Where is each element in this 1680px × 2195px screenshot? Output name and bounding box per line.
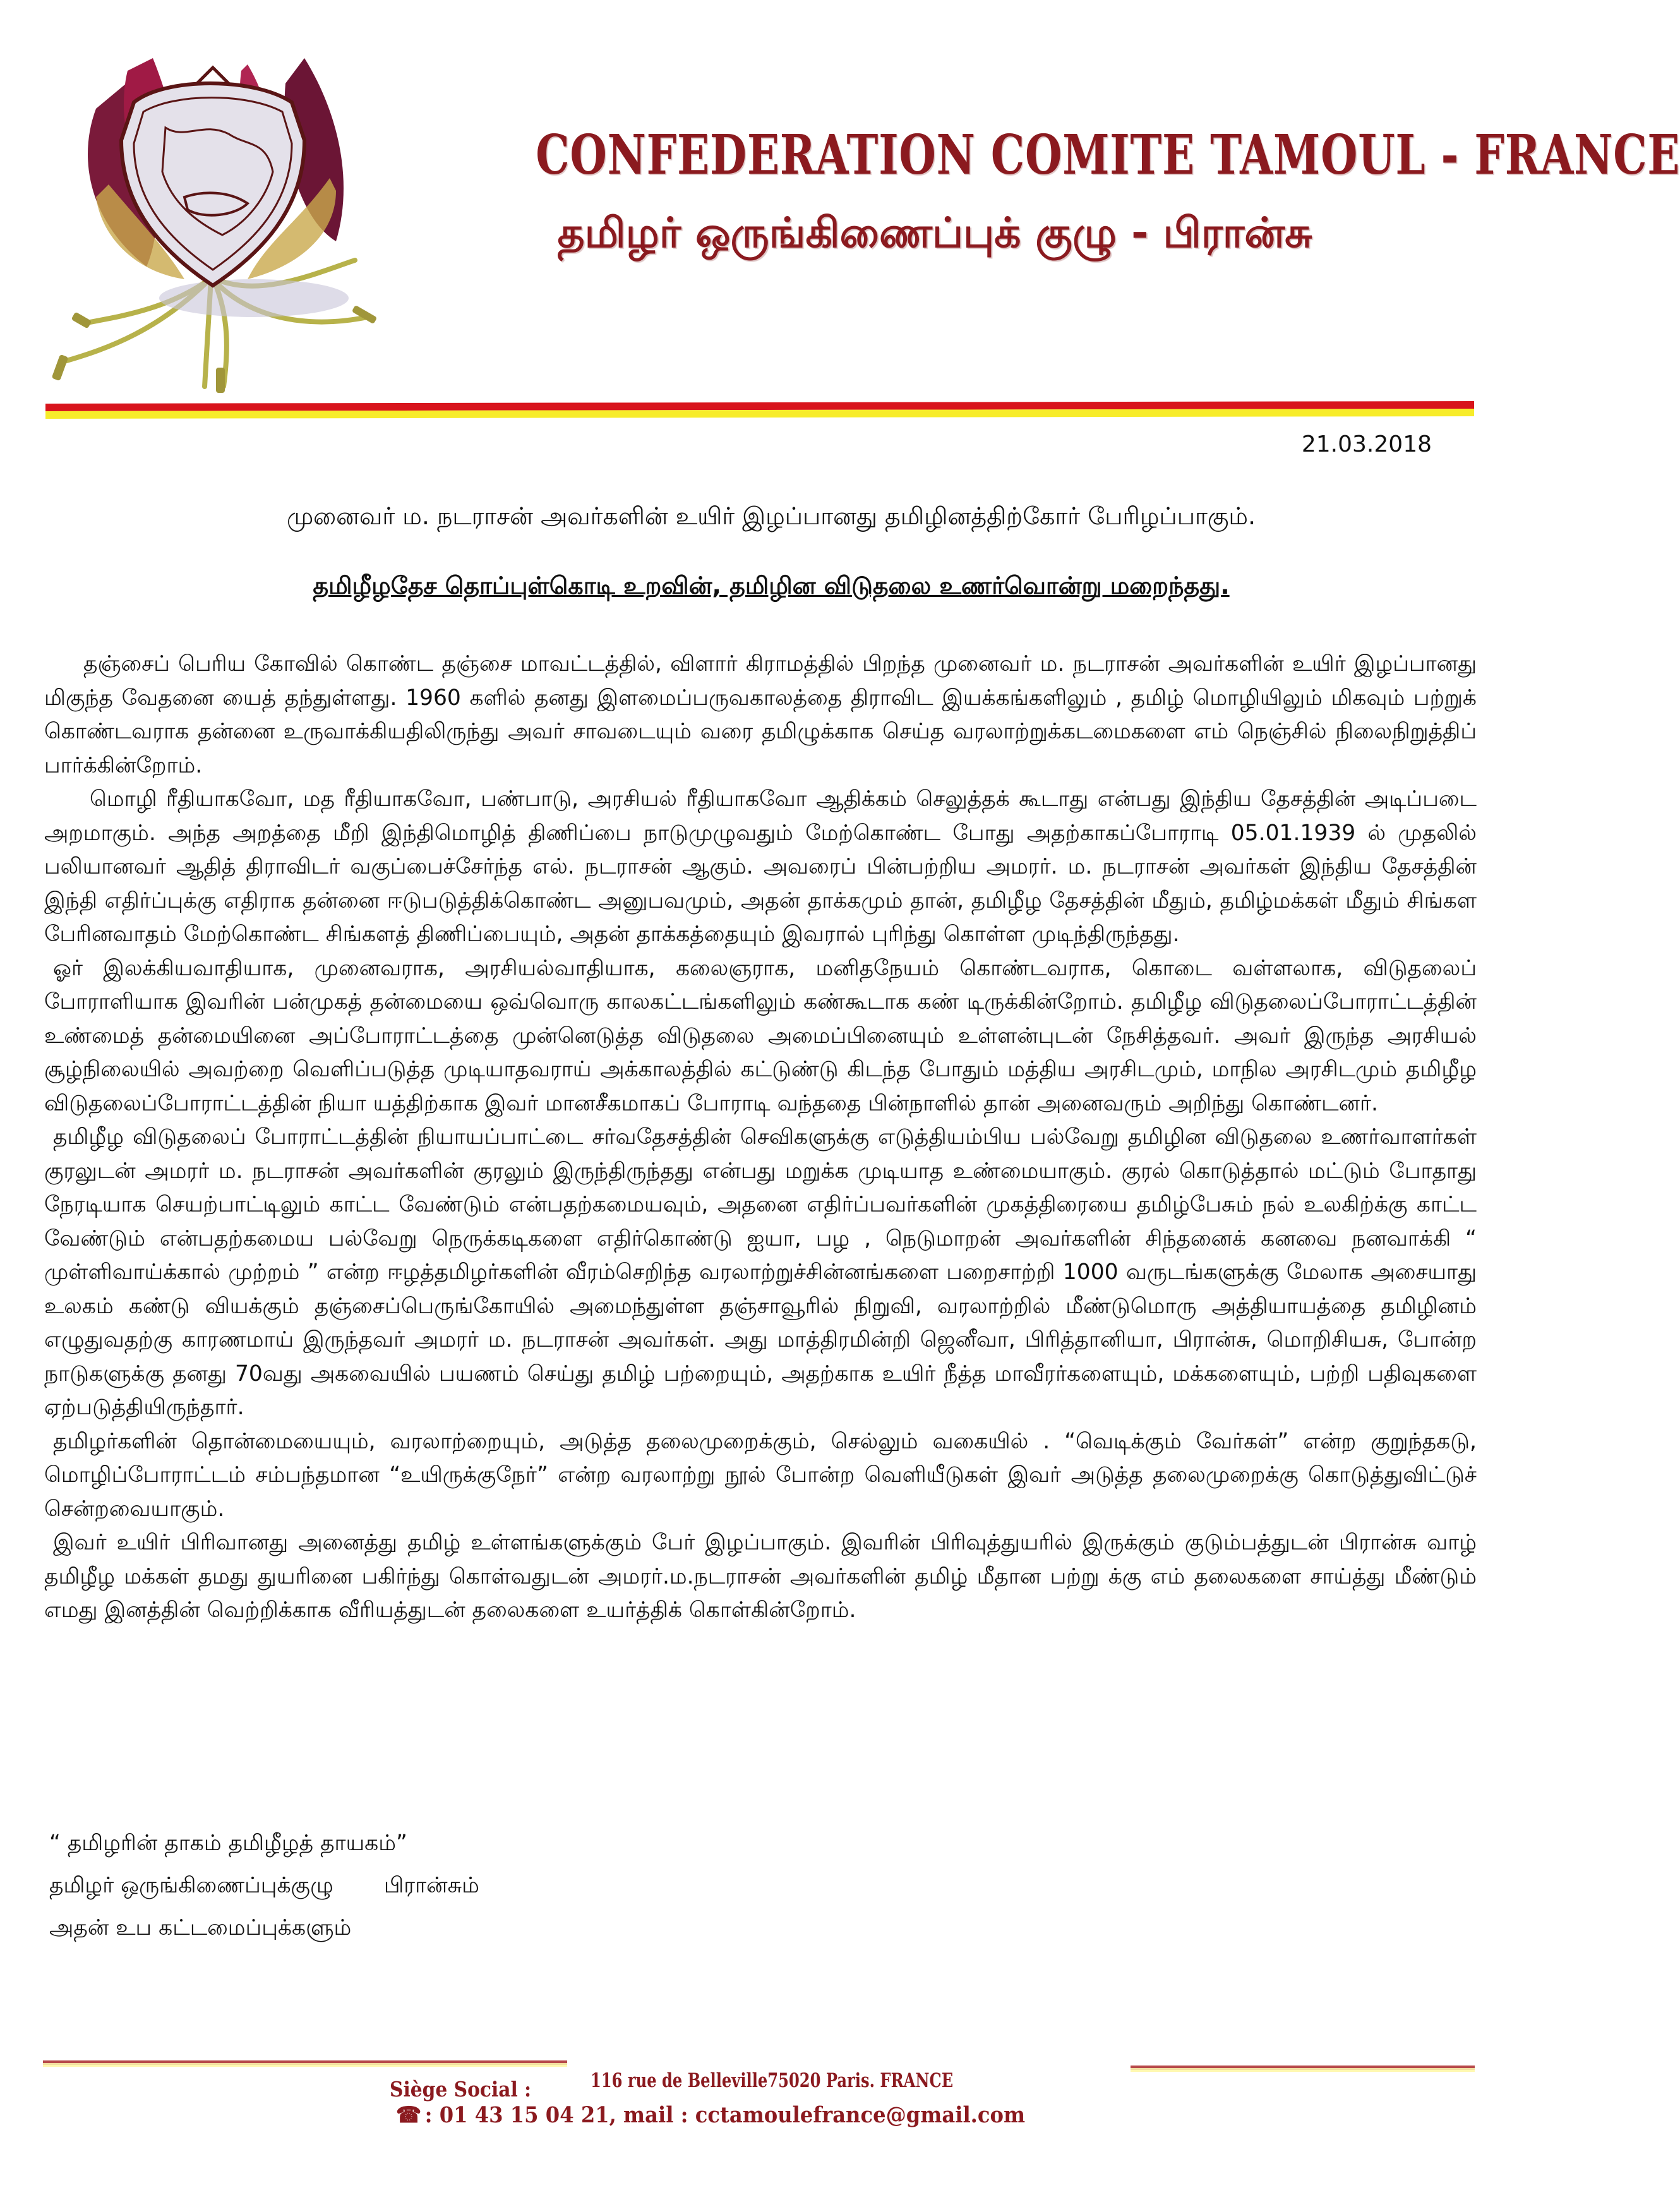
signature-line — [49, 1865, 479, 1907]
flower-emblem-icon — [39, 33, 393, 399]
document-date: 21.03.2018 — [1301, 431, 1432, 457]
org-name-french: CONFEDERATION COMITE TAMOUL - FRANCE — [536, 123, 1680, 187]
body-paragraph: மொழி ரீதியாகவோ, மத ரீதியாகவோ, பண்பாடு, அரசியல் ரீதியாகவோ ஆதிக்கம் செலுத்தக் கூடாது என்பது இந்திய தேசத்தின் அடிப்படை அறமாகும். அந்த அறத்தை மீறி இந்திமொழித் திணிப்பை நாடுமுழுவதும் மேற்கொண்ட போது அதற்காகப்போராடி 05.01.1939 ல் முதலில் பலியானவர் ஆதித் திராவிடர் வகுப்பைச்சேர்ந்த எல். நடராசன் ஆகும். அவரைப் பின்பற்றிய அமரர். ம. நடராசன் அவர்கள் இந்திய தேசத்தின் இந்தி எதிர்ப்புக்கு எதிராக தன்னை ஈடுபடுத்திக்கொண்ட அனுபவமும், அதன் தாக்கமும் தான், தமிழீழ தேசத்தின் மீதும், தமிழ்மக்கள் மீதும் சிங்கள பேரினவாதம் மேற்கொண்ட சிங்களத் திணிப்பையும், அதன் தாக்கத்தையும் இவரால் புரிந்து கொள்ள முடிந்திருந்தது. — [44, 786, 1477, 947]
footer-contact-text: : 01 43 15 04 21, mail : cctamoulefrance@gmail.com — [424, 2102, 1026, 2128]
body-paragraph: தமிழீழ விடுதலைப் போராட்டத்தின் நியாயப்பாட்டை சர்வதேசத்தின் செவிகளுக்கு எடுத்தியம்பிய பல்வேறு தமிழின விடுதலை உணர்வாளர்கள் குரலுடன் அமரர் ம. நடராசன் அவர்களின் குரலும் இருந்திருந்தது என்பது மறுக்க முடியாத உண்மையாகும். குரல் கொடுத்தால் மட்டும் போதாது நேரடியாக செயற்பாட்டிலும் காட்ட வேண்டும் என்பதற்கமையவும், அதனை எதிர்ப்பவர்களின் முகத்திரையை தமிழ்பேசும் நல் உலகிற்க்கு காட்ட வேண்டும் என்பதற்கமைய பல்வேறு நெருக்கடிகளை எதிர்கொண்டு ஐயா, பழ , நெடுமாறன் அவர்களின் சிந்தனைக் கனவை நனவாக்கி “ முள்ளிவாய்க்கால் முற்றம் ” என்ற ஈழத்தமிழர்களின் வீரம்செறிந்த வரலாற்றுச்சின்னங்களை பறைசாற்றி 1000 வருடங்களுக்கு மேலாக அசையாது உலகம் கண்டு வியக்கும் தஞ்சைப்பெருங்கோயில் அமைந்துள்ள தஞ்சாவூரில் நிறுவி, வரலாற்றில் மீண்டுமொரு அத்தியாயத்தை தமிழினம் எழுதுவதற்கு காரணமாய் இருந்தவர் அமரர் ம. நடராசன் அவர்கள். அது மாத்திரமின்றி ஜெனீவா, பிரித்தானியா, பிரான்சு, மொறிசியசு, போன்ற நாடுகளுக்கு தனது 70வது அகவையில் பயணம் செய்து தமிழ் பற்றையும், அதற்காக உயிர் நீத்த மாவீரர்களையும், மக்களையும், பற்றி பதிவுகளை ஏற்படுத்தியிருந்தார். — [44, 1124, 1477, 1420]
footer-contact — [396, 2102, 1025, 2128]
signature-sub-organizations: அதன் உப கட்டமைப்புக்களும் — [49, 1915, 352, 1940]
footer-address: 116 rue de Belleville75020 Paris. FRANCE — [591, 2069, 954, 2092]
logo-graphic — [39, 33, 393, 399]
closing-slogan: “ தமிழரின் தாகம் தமிழீழத் தாயகம்” — [49, 1831, 407, 1856]
document-title: முனைவர் ம. நடராசன் அவர்களின் உயிர் இழப்பானது தமிழினத்திற்கோர் பேரிழப்பாகும். — [286, 502, 1256, 530]
header-divider-yellow — [45, 409, 1474, 419]
org-name-tamil: தமிழர் ஒருங்கிணைப்புக் குழு - பிரான்சு — [557, 208, 1312, 257]
phone-icon: ☎ — [396, 2102, 422, 2128]
letter-body — [44, 647, 1477, 1628]
signature-country: பிரான்சும் — [383, 1873, 479, 1898]
document-subtitle: தமிழீழதேச தொப்புள்கொடி உறவின், தமிழின விடுதலை உணர்வொன்று மறைந்தது. — [313, 572, 1230, 599]
body-paragraph: ஓர் இலக்கியவாதியாக, முனைவராக, அரசியல்வாதியாக, கலைஞராக, மனிதநேயம் கொண்டவராக, கொடை வள்ளலாக, விடுதலைப் போராளியாக இவரின் பன்முகத் தன்மையை ஒவ்வொரு காலகட்டங்களிலும் கண்கூடாக கண் டிருக்கின்றோம். தமிழீழ விடுதலைப்போராட்டத்தின் உண்மைத் தன்மையினை அப்போராட்டத்தை முன்னெடுத்த விடுதலை அமைப்பினையும் உள்ளன்புடன் நேசித்தவர். அவர் இருந்த அரசியல் சூழ்நிலையில் அவற்றை வெளிப்படுத்த முடியாதவராய் அக்காலத்தில் கட்டுண்டு கிடந்த போதும் மத்திய அரசிடமும், மாநில அரசிடமும் தமிழீழ விடுதலைப்போராட்டத்தின் நியா யத்திற்காக இவர் மானசீகமாகப் போராடி வந்ததை பின்நாளில் தான் அனைவரும் அறிந்து கொண்டனர். — [44, 955, 1477, 1116]
body-paragraph: தமிழர்களின் தொன்மையையும், வரலாற்றையும், அடுத்த தலைமுறைக்கும், செல்லும் வகையில் . “வெடிக்கும் வேர்கள்” என்ற குறுந்தகடு, மொழிப்போராட்டம் சம்பந்தமான “உயிருக்குநேர்” என்ற வரலாற்று நூல் போன்ற வெளியீடுகள் இவர் அடுத்த தலைமுறைக்கு கொடுத்துவிட்டுச் சென்றவையாகும். — [44, 1428, 1477, 1522]
body-paragraph: இவர் உயிர் பிரிவானது அனைத்து தமிழ் உள்ளங்களுக்கும் பேர் இழப்பாகும். இவரின் பிரிவுத்துயரில் இருக்கும் குடும்பத்துடன் பிரான்சு வாழ் தமிழீழ மக்கள் தமது துயரினை பகிர்ந்து கொள்வதுடன் அமரர்.ம.நடராசன் அவர்களின் தமிழ் மீதான பற்று க்கு எம் தலைகளை சாய்த்து மீண்டும் எமது இனத்தின் வெற்றிக்காக வீரியத்துடன் தலைகளை உயர்த்திக் கொள்கின்றோம். — [44, 1530, 1477, 1623]
signature-org: தமிழர் ஒருங்கிணைப்புக்குழு — [49, 1873, 333, 1898]
body-paragraph: தஞ்சைப் பெரிய கோவில் கொண்ட தஞ்சை மாவட்டத்தில், விளார் கிராமத்தில் பிறந்த முனைவர் ம. நடராசன் அவர்களின் உயிர் இழப்பானது மிகுந்த வேதனை யைத் தந்துள்ளது. 1960 களில் தனது இளமைப்பருவகாலத்தை திராவிட இயக்கங்களிலும் , தமிழ் மொழியிலும் மிகவும் பற்றுக் கொண்டவராக தன்னை உருவாக்கியதிலிருந்து அவர் சாவடையும் வரை தமிழுக்காக செய்த வரலாற்றுக்கடமைகளை எம் நெஞ்சில் நிலைநிறுத்திப் பார்க்கின்றோம். — [44, 651, 1477, 778]
footer-siege-label: Siège Social : — [390, 2077, 532, 2102]
footer-divider-left — [43, 2060, 567, 2067]
footer-divider-right — [1131, 2066, 1475, 2072]
closing-block — [49, 1822, 479, 1949]
